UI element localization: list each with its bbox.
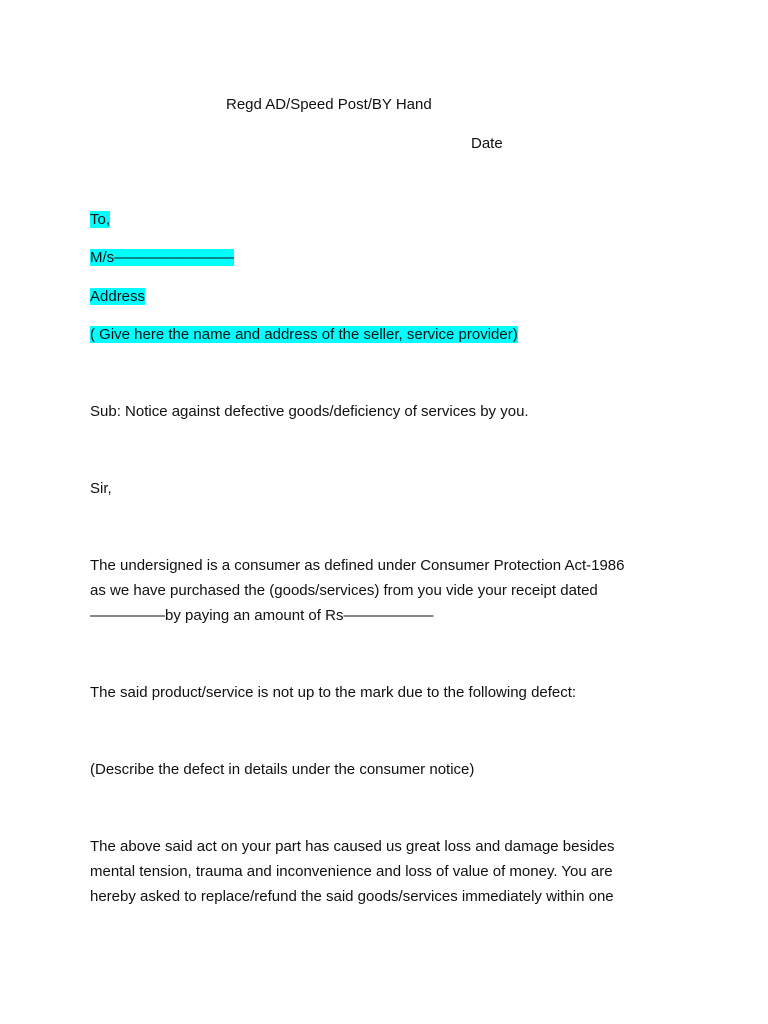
paragraph-line: hereby asked to replace/refund the said goods/services immediately within one: [90, 888, 614, 905]
recipient-name-text: M/s————————: [90, 249, 235, 266]
recipient-to: [90, 210, 110, 230]
paragraph-defect-statement: The said product/service is not up to the mark due to the following defect:: [90, 684, 577, 701]
recipient-instruction-text: ( Give here the name and address of the seller, service provider): [90, 326, 518, 343]
recipient-address: [90, 287, 145, 307]
recipient-instruction: [90, 325, 518, 345]
paragraph-demand: [90, 834, 615, 909]
salutation: Sir,: [90, 480, 112, 497]
paragraph-defect-instruction: (Describe the defect in details under the consumer notice): [90, 761, 475, 778]
recipient-address-text: Address: [90, 288, 146, 305]
date-label: Date: [471, 135, 503, 152]
paragraph-line: mental tension, trauma and inconvenience and loss of value of money. You are: [90, 863, 613, 880]
recipient-to-text: To,: [90, 211, 111, 228]
delivery-mode: Regd AD/Speed Post/BY Hand: [226, 96, 432, 113]
subject-line: Sub: Notice against defective goods/deficiency of services by you.: [90, 403, 529, 420]
paragraph-line: as we have purchased the (goods/services) from you vide your receipt dated: [90, 582, 598, 599]
paragraph-line: —————by paying an amount of Rs——————: [90, 607, 434, 624]
paragraph-consumer-statement: [90, 553, 624, 628]
paragraph-line: The above said act on your part has caused us great loss and damage besides: [90, 838, 615, 855]
recipient-name: [90, 248, 234, 268]
paragraph-line: The undersigned is a consumer as defined under Consumer Protection Act-1986: [90, 557, 625, 574]
